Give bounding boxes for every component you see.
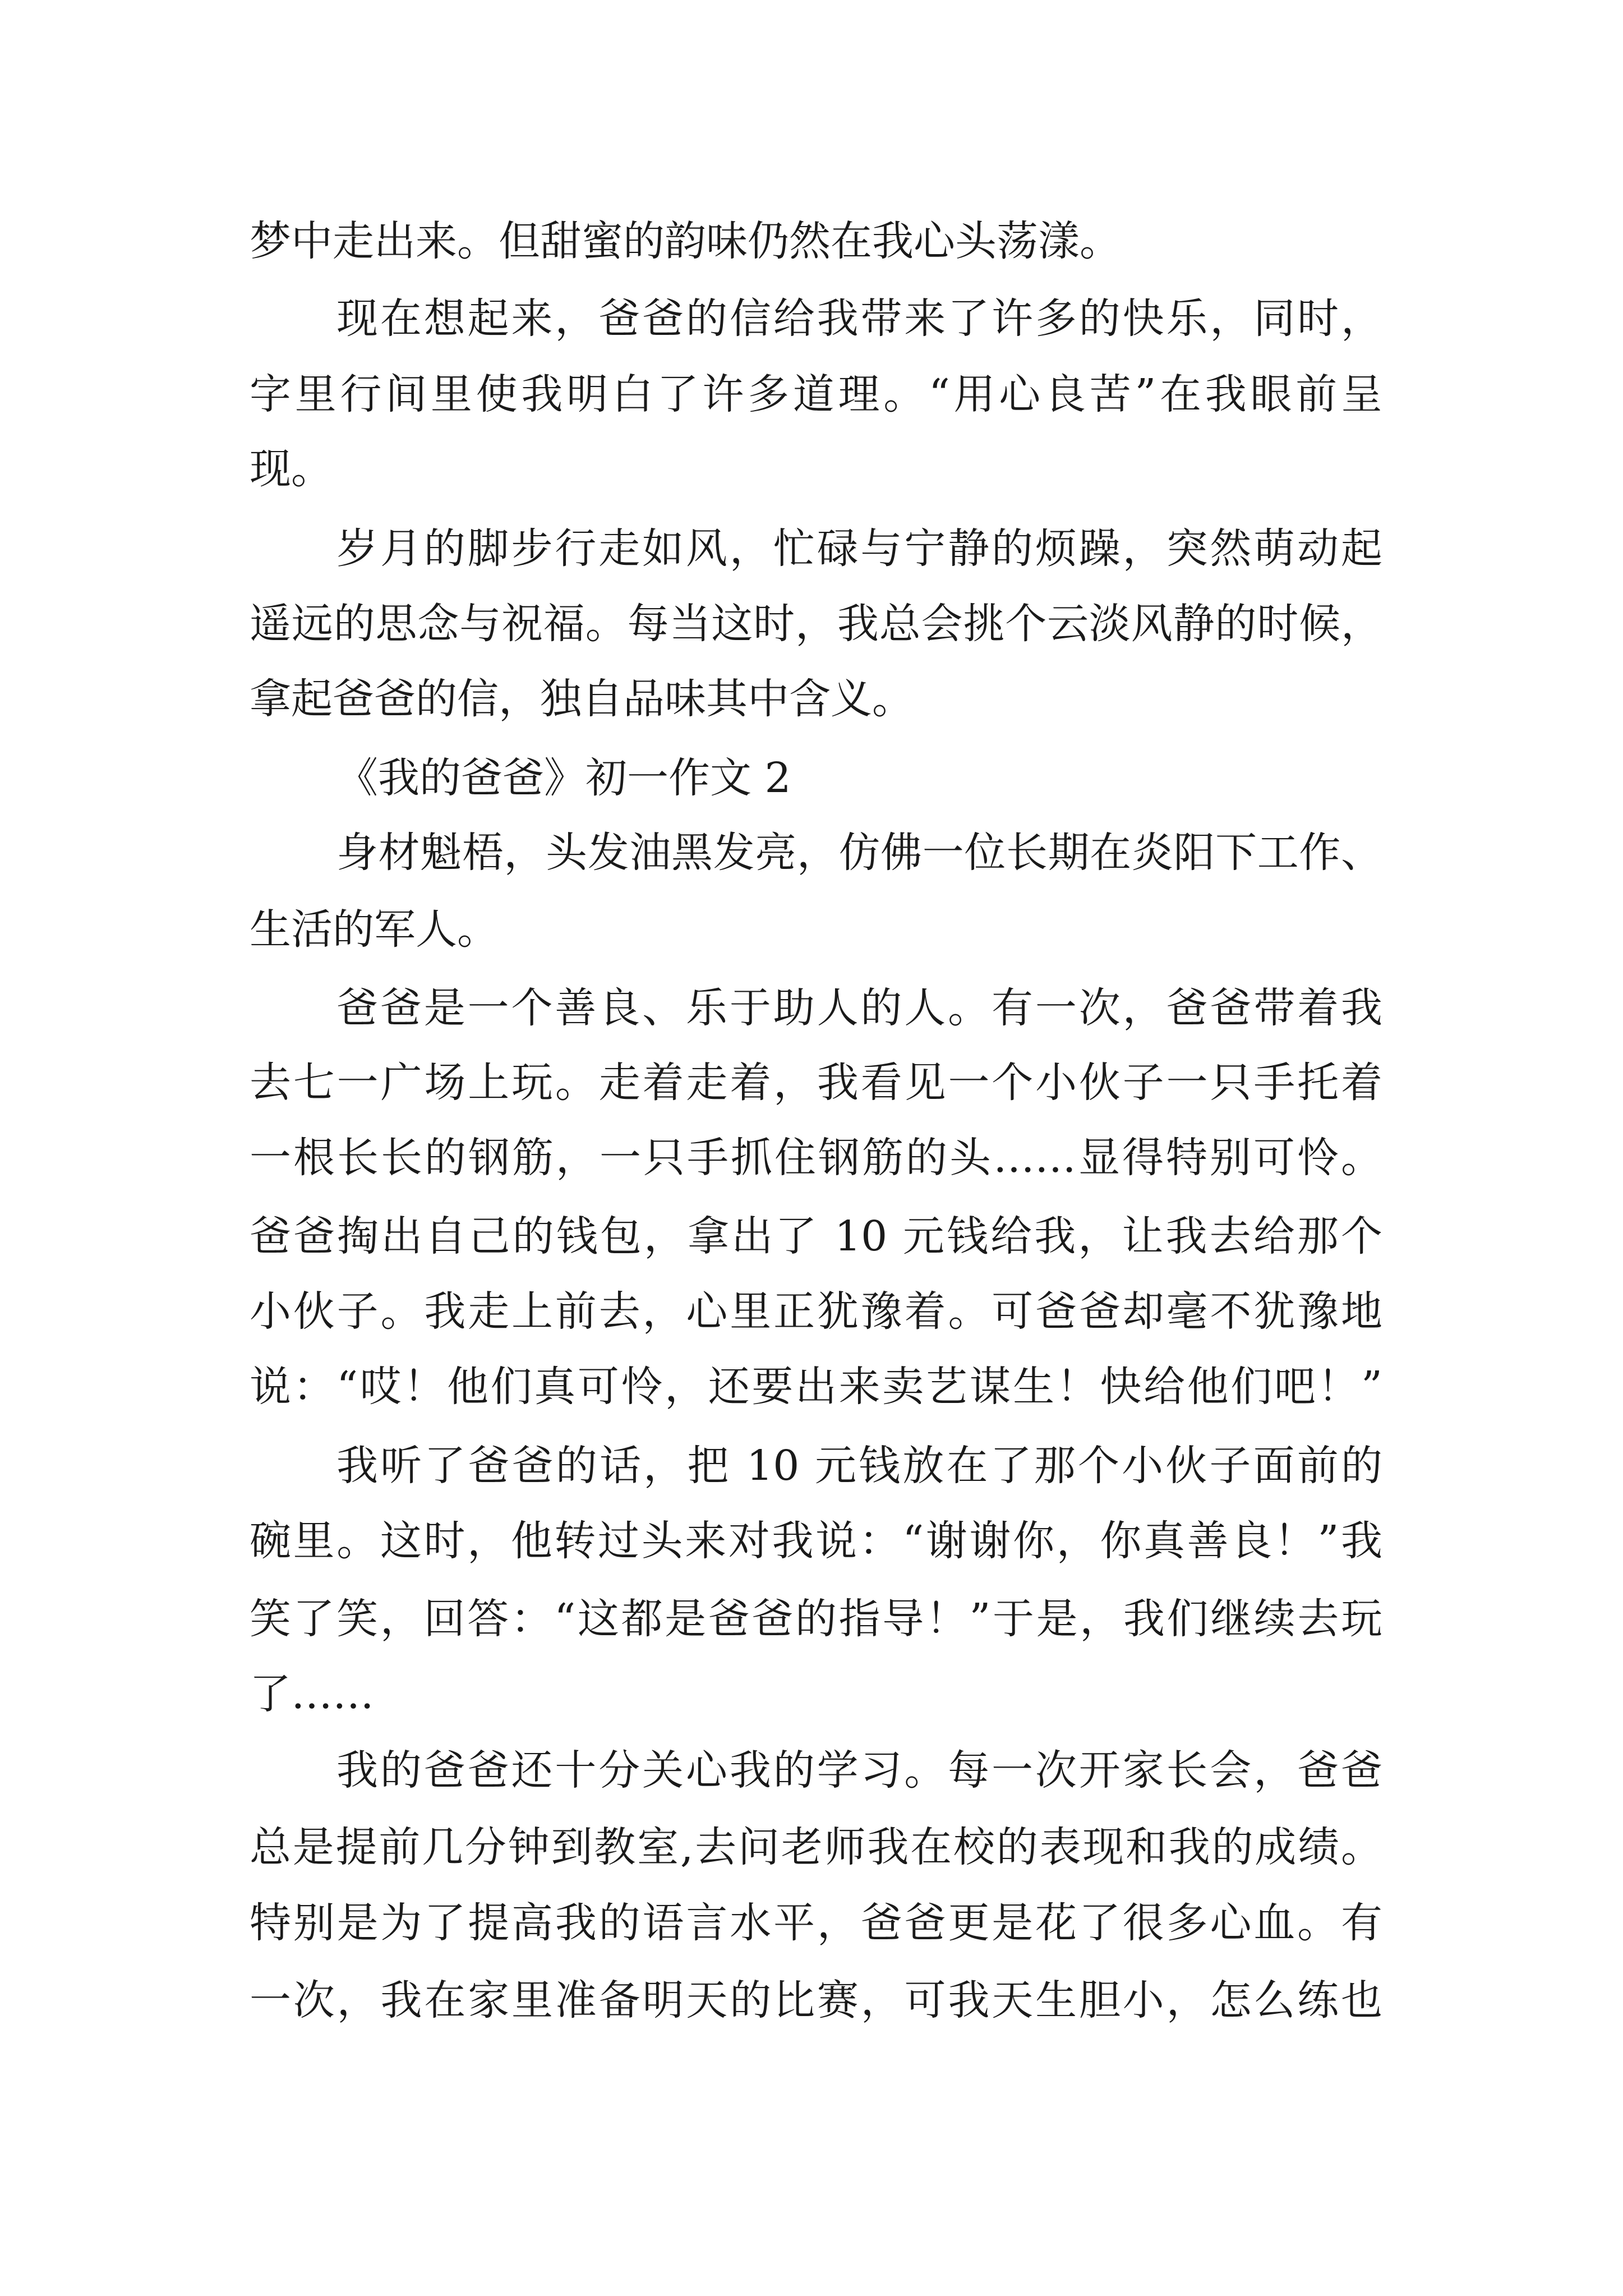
- text-line: 梦中走出来。但甜蜜的韵味仍然在我心头荡漾。: [250, 217, 1121, 265]
- text-line: 碗里。这时，他转过头来对我说：“谢谢你，你真善良！”我: [250, 1517, 1382, 1565]
- text-line: 遥远的思念与祝福。每当这时，我总会挑个云淡风静的时候，: [250, 600, 1382, 648]
- text-line: 说：“哎！他们真可怜，还要出来卖艺谋生！快给他们吧！”: [250, 1363, 1382, 1411]
- text-line: 小伙子。我走上前去，心里正犹豫着。可爸爸却毫不犹豫地: [250, 1287, 1382, 1336]
- text-line: 我听了爸爸的话，把 10 元钱放在了那个小伙子面前的: [336, 1442, 1382, 1490]
- text-line: 现在想起来，爸爸的信给我带来了许多的快乐，同时，: [336, 295, 1382, 343]
- text-line: 拿起爸爸的信，独自品味其中含义。: [250, 675, 914, 723]
- text-line: 字里行间里使我明白了许多道理。“用心良苦”在我眼前呈: [250, 370, 1382, 418]
- text-line: 我的爸爸还十分关心我的学习。每一次开家长会，爸爸: [336, 1746, 1382, 1795]
- text-line: 爸爸掏出自己的钱包，拿出了 10 元钱给我，让我去给那个: [250, 1212, 1382, 1260]
- text-line: 去七一广场上玩。走着走着，我看见一个小伙子一只手托着: [250, 1059, 1382, 1107]
- text-line: 岁月的脚步行走如风，忙碌与宁静的烦躁，突然萌动起: [336, 524, 1382, 573]
- text-line: 爸爸是一个善良、乐于助人的人。有一次，爸爸带着我: [336, 984, 1382, 1032]
- text-line: 身材魁梧，头发油黑发亮，仿佛一位长期在炎阳下工作、: [336, 829, 1382, 877]
- text-line: 一根长长的钢筋，一只手抓住钢筋的头……显得特别可怜。: [250, 1134, 1382, 1182]
- section-heading: 《我的爸爸》初一作文 2: [336, 754, 791, 802]
- text-line: 生活的军人。: [250, 905, 499, 954]
- text-line: 现。: [250, 445, 333, 493]
- text-line: 了……: [250, 1670, 374, 1718]
- text-line: 总是提前几分钟到教室,去问老师我在校的表现和我的成绩。: [250, 1823, 1382, 1871]
- text-line: 一次，我在家里准备明天的比赛，可我天生胆小，怎么练也: [250, 1976, 1382, 2024]
- text-line: 笑了笑，回答：“这都是爸爸的指导！”于是，我们继续去玩: [250, 1595, 1382, 1643]
- text-line: 特别是为了提高我的语言水平，爸爸更是花了很多心血。有: [250, 1899, 1382, 1947]
